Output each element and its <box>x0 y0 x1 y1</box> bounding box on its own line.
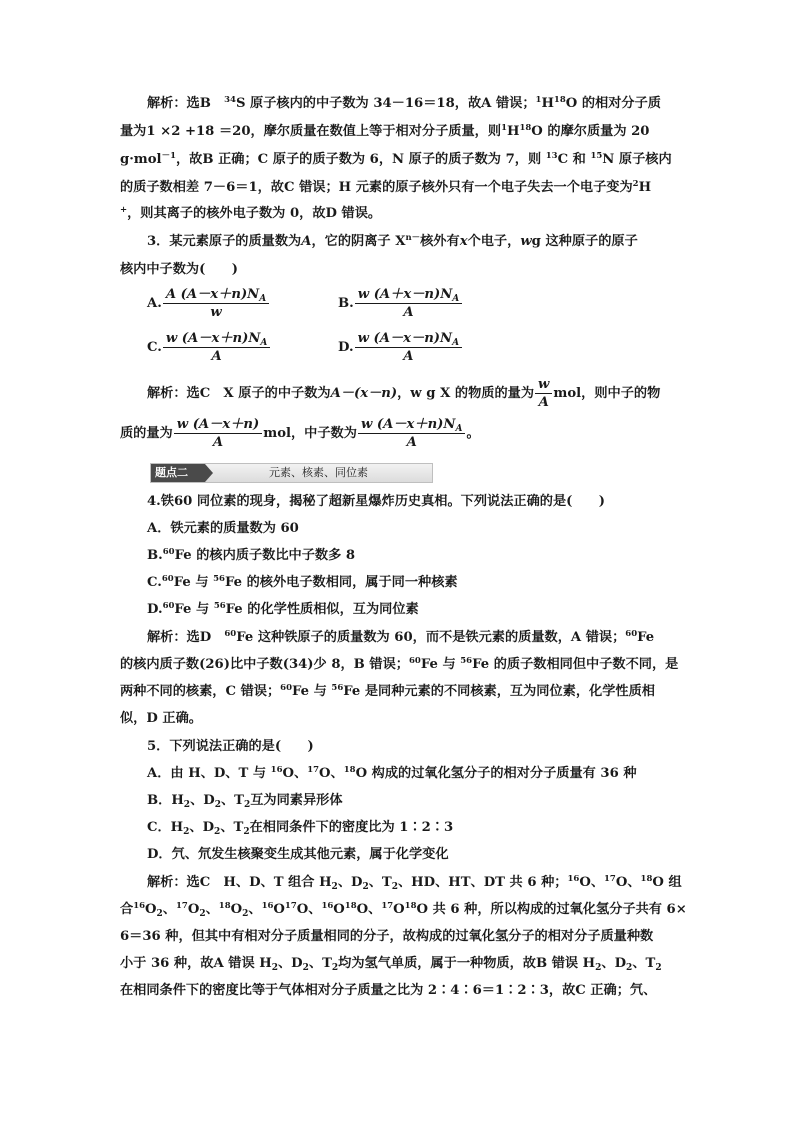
answer-line: 解析：选B $^{34}$S 原子核内的中子数为 34－16＝18，故A 错误；$^1H^{18}O$ 的相对分子质 <box>147 95 661 111</box>
answer-line: 量为1 ×2 +18 ＝20，摩尔质量在数值上等于相对分子质量，则$^1H^{18}O$ 的摩尔质量为 20 <box>120 123 650 139</box>
option-d[interactable]: D．氕、氘发生核聚变生成其他元素，属于化学变化 <box>147 847 449 862</box>
option-b[interactable]: B. $\frac{w (A+x-n)N_A}{A}$ <box>338 286 463 321</box>
answer-4-line: 解析：选D $^{60}$Fe 这种铁原子的质量数为 60，而不是铁元素的质量数，A 错误；$^{60}$Fe <box>147 629 655 645</box>
option-b[interactable]: B．$H_2$、$D_2$、$T_2$互为同素异形体 <box>147 793 343 810</box>
answer-5-line: 解析：选C H、D、T 组合 $H_2$、$D_2$、$T_2$、HD、HT、DT 共 6 种；$^{16}$O、$^{17}$O、$^{18}$O 组 <box>147 874 682 892</box>
option-b[interactable]: B.$^{60}$Fe 的核内质子数比中子数多 8 <box>147 547 356 563</box>
option-d[interactable]: D.$^{60}$Fe 与 $^{56}$Fe 的化学性质相似，互为同位素 <box>147 601 419 617</box>
question-5-stem: 5．下列说法正确的是( ) <box>147 739 314 754</box>
question-3-stem-2: 核内中子数为( ) <box>120 262 238 277</box>
option-c[interactable]: C.$^{60}$Fe 与 $^{56}$Fe 的核外电子数相同，属于同一种核素 <box>147 574 458 590</box>
answer-3-line-2: 质的量为 $\frac{w (A-x+n)}{A}$ mol，中子数为 $\frac{w (A-x+n)N_A}{A}$ 。 <box>120 417 480 450</box>
question-4-stem: 4.铁60 同位素的现身，揭秘了超新星爆炸历史真相。下列说法正确的是( ) <box>147 494 605 509</box>
answer-line: +，则其离子的核外电子数为 0，故D 错误。 <box>120 205 382 221</box>
question-3-stem: 3．某元素原子的质量数为A，它的阴离子 $X^{n-}$核外有x个电子，wg 这种原子的原子 <box>147 233 638 249</box>
topic-header <box>150 463 433 483</box>
answer-4-line: 似，D 正确。 <box>120 711 202 726</box>
option-d[interactable]: D. $\frac{w (A-x-n)N_A}{A}$ <box>338 330 463 365</box>
answer-4-line: 两种不同的核素，C 错误；$^{60}$Fe 与 $^{56}$Fe 是同种元素的不同核素，互为同位素，化学性质相 <box>120 683 655 699</box>
answer-5-line: 6＝36 种，但其中有相对分子质量相同的分子，故构成的过氧化氢分子的相对分子质量种数 <box>120 929 654 944</box>
answer-3-line-1: 解析：选C X 原子的中子数为A－(x－n)，w g X 的物质的量为 $\frac{w}{A}$ mol，则中子的物 <box>147 377 661 410</box>
topic-tag: 题点二 <box>151 464 205 482</box>
answer-5-line: 合$^{16}O_2$、$^{17}O_2$、$^{18}O_2$、$^{16}O^{17}O$、$^{16}O^{18}O$、$^{17}O^{18}O$ 共 6 种，所以构成的过氧化氢分子共有 6× <box>120 901 687 919</box>
option-a[interactable]: A．铁元素的质量数为 60 <box>147 521 299 536</box>
answer-line: g·mol$^{-1}$，故B 正确；C 原子的质子数为 6，N 原子的质子数为 7，则 $^{13}$C 和 $^{15}$N 原子核内 <box>120 151 672 167</box>
option-a[interactable]: A．由 H、D、T 与 $^{16}$O、$^{17}$O、$^{18}$O 构成的过氧化氢分子的相对分子质量有 36 种 <box>147 765 637 781</box>
option-c[interactable]: C. $\frac{w (A-x+n)N_A}{A}$ <box>147 330 271 365</box>
answer-5-line: 在相同条件下的密度比等于气体相对分子质量之比为 2∶4∶6＝1∶2∶3，故C 正确；氕、 <box>120 983 657 998</box>
answer-4-line: 的核内质子数(26)比中子数(34)少 8，B 错误；$^{60}$Fe 与 $^{56}$Fe 的质子数相同但中子数不同，是 <box>120 656 679 672</box>
option-c[interactable]: C．$H_2$、$D_2$、$T_2$在相同条件下的密度比为 1∶2∶3 <box>147 820 454 837</box>
answer-line: 的质子数相差 7－6＝1，故C 错误；H 元素的原子核外只有一个电子失去一个电子变为$^2$H <box>120 179 652 195</box>
answer-5-line: 小于 36 种，故A 错误 $H_2$、$D_2$、$T_2$均为氢气单质，属于一种物质，故B 错误 $H_2$、$D_2$、$T_2$ <box>120 956 662 973</box>
option-a[interactable]: A. $\frac{A (A-x+n)N_A}{w}$ <box>147 286 270 321</box>
topic-title: 元素、核素、同位素 <box>269 466 368 479</box>
